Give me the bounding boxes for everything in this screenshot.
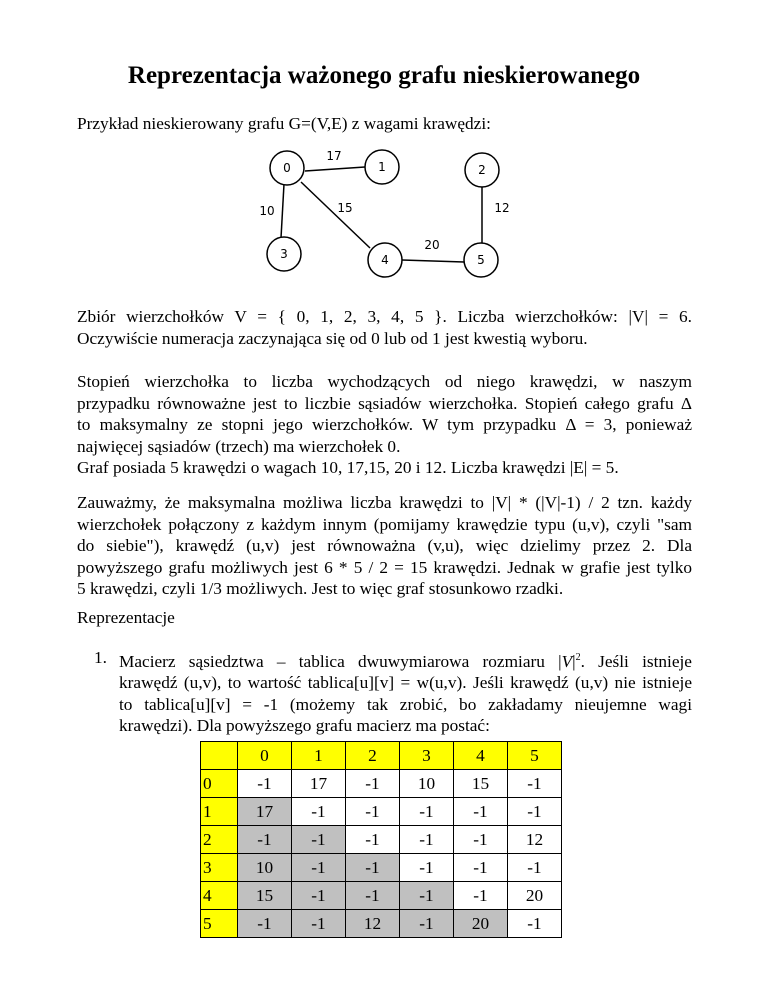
matrix-row-header: 0 xyxy=(201,770,238,798)
matrix-cell: -1 xyxy=(292,826,346,854)
matrix-column-header: 4 xyxy=(454,742,508,770)
edge-4-5 xyxy=(402,260,464,262)
matrix-cell: 12 xyxy=(508,826,562,854)
text-line: Oczywiście numeracja zaczynająca się od 0 lub od 1 jest kwestią wyboru. xyxy=(77,328,588,348)
matrix-column-header: 3 xyxy=(400,742,454,770)
matrix-cell: 20 xyxy=(454,910,508,938)
text-line: do siebie"), krawędź (u,v) jest równoważna (v,u), więc dzielimy przez 2. Dla xyxy=(77,536,692,555)
matrix-row xyxy=(201,910,562,938)
list-number: 1. xyxy=(94,648,107,667)
matrix-cell: -1 xyxy=(292,798,346,826)
graph-diagram xyxy=(245,140,535,280)
matrix-column-header: 1 xyxy=(292,742,346,770)
text-line: Stopień wierzchołka to liczba wychodzących od niego krawędzi, w naszym xyxy=(77,372,692,391)
matrix-cell: -1 xyxy=(346,770,400,798)
matrix-cell: -1 xyxy=(238,910,292,938)
matrix-cell: 17 xyxy=(238,798,292,826)
matrix-cell: -1 xyxy=(454,854,508,882)
matrix-row xyxy=(201,798,562,826)
text-line: Zbiór wierzchołków V = { 0, 1, 2, 3, 4, 5 }. Liczba wierzchołków: |V| = 6. xyxy=(77,307,692,326)
matrix-cell: -1 xyxy=(400,882,454,910)
matrix-cell: -1 xyxy=(454,882,508,910)
matrix-cell: 12 xyxy=(346,910,400,938)
matrix-cell: 20 xyxy=(508,882,562,910)
matrix-cell: -1 xyxy=(346,826,400,854)
edge-weight-label: 17 xyxy=(326,149,342,163)
matrix-cell: -1 xyxy=(508,910,562,938)
matrix-cell: -1 xyxy=(292,882,346,910)
list-body xyxy=(119,647,692,737)
node-label: 0 xyxy=(283,161,291,175)
matrix-row-header: 2 xyxy=(201,826,238,854)
section-heading: Reprezentacje xyxy=(77,608,175,627)
matrix-row xyxy=(201,770,562,798)
edge-weight-label: 15 xyxy=(337,201,353,215)
paragraph-edges: Graf posiada 5 krawędzi o wagach 10, 17,15, 20 i 12. Liczba krawędzi |E| = 5. xyxy=(77,458,619,477)
text-line: wierzchołek połączony z każdym innym (pomijamy krawędzie typu (u,v), czyli "sam xyxy=(77,514,692,534)
node-label: 5 xyxy=(477,253,485,267)
paragraph-max-edges xyxy=(77,492,692,600)
node-label: 3 xyxy=(280,247,288,261)
matrix-row xyxy=(201,826,562,854)
edge-0-1 xyxy=(305,167,365,171)
matrix-cell: -1 xyxy=(346,798,400,826)
edge-0-3 xyxy=(281,184,284,238)
paragraph-degree xyxy=(77,371,692,457)
matrix-cell: 15 xyxy=(454,770,508,798)
matrix-cell: -1 xyxy=(400,798,454,826)
matrix-cell: -1 xyxy=(454,826,508,854)
edge-weight-label: 20 xyxy=(424,238,440,252)
intro-text: Przykład nieskierowany grafu G=(V,E) z wagami krawędzi: xyxy=(77,114,491,133)
matrix-header-row xyxy=(201,742,562,770)
matrix-row-header: 1 xyxy=(201,798,238,826)
matrix-cell: -1 xyxy=(508,770,562,798)
matrix-cell: -1 xyxy=(346,882,400,910)
matrix-row-header: 3 xyxy=(201,854,238,882)
text-line: to maksymalny ze stopni jego wierzchołków. W tym przypadku Δ = 3, ponieważ xyxy=(77,415,692,434)
matrix-cell: -1 xyxy=(400,854,454,882)
page-title: Reprezentacja ważonego grafu nieskierowanego xyxy=(127,62,641,89)
matrix-row xyxy=(201,882,562,910)
matrix-cell: -1 xyxy=(238,770,292,798)
edge-weight-label: 12 xyxy=(494,201,510,215)
matrix-corner-cell xyxy=(201,742,238,770)
node-label: 2 xyxy=(478,163,486,177)
node-label: 4 xyxy=(381,253,389,267)
matrix-cell: 10 xyxy=(400,770,454,798)
text-line: krawędź (u,v), to wartość tablica[u][v] = w(u,v). Jeśli krawędź (u,v) nie istnieje xyxy=(119,673,692,693)
matrix-row-header: 5 xyxy=(201,910,238,938)
matrix-cell: -1 xyxy=(454,798,508,826)
text-line: krawędzi). Dla powyższego grafu macierz ma postać: xyxy=(119,716,490,736)
matrix-row xyxy=(201,854,562,882)
paragraph-vertices xyxy=(77,306,692,349)
matrix-cell: 10 xyxy=(238,854,292,882)
node-label: 1 xyxy=(378,160,386,174)
text-line: Zauważmy, że maksymalna możliwa liczba krawędzi to |V| * (|V|-1) / 2 tzn. każdy xyxy=(77,493,692,512)
matrix-cell: -1 xyxy=(400,910,454,938)
matrix-cell: -1 xyxy=(292,854,346,882)
matrix-cell: -1 xyxy=(508,798,562,826)
adjacency-matrix xyxy=(200,741,562,938)
matrix-cell: -1 xyxy=(400,826,454,854)
edge-0-4 xyxy=(301,182,370,248)
matrix-column-header: 2 xyxy=(346,742,400,770)
matrix-column-header: 0 xyxy=(238,742,292,770)
text-line: powyższego grafu możliwych jest 6 * 5 / 2 = 15 krawędzi. Jednak w grafie jest tylko xyxy=(77,557,692,577)
matrix-cell: 15 xyxy=(238,882,292,910)
text-line: Macierz sąsiedztwa – tablica dwuwymiarowa rozmiaru $|V|^2$. Jeśli istnieje xyxy=(119,651,692,671)
edge-weight-label: 10 xyxy=(259,204,275,218)
matrix-row-header: 4 xyxy=(201,882,238,910)
matrix-column-header: 5 xyxy=(508,742,562,770)
text-line: najwięcej sąsiadów (trzech) ma wierzchołek 0. xyxy=(77,436,401,456)
matrix-cell: -1 xyxy=(508,854,562,882)
matrix-cell: -1 xyxy=(346,854,400,882)
matrix-cell: -1 xyxy=(238,826,292,854)
text-line: przypadku równoważne jest to liczbie sąsiadów wierzchołka. Stopień całego grafu Δ xyxy=(77,393,692,413)
matrix-cell: -1 xyxy=(292,910,346,938)
text-line: to tablica[u][v] = -1 (możemy tak zrobić, bo zakładamy nieujemne wagi xyxy=(119,694,692,714)
text-line: 5 krawędzi, czyli 1/3 możliwych. Jest to więc graf stosunkowo rzadki. xyxy=(77,579,564,598)
matrix-cell: 17 xyxy=(292,770,346,798)
